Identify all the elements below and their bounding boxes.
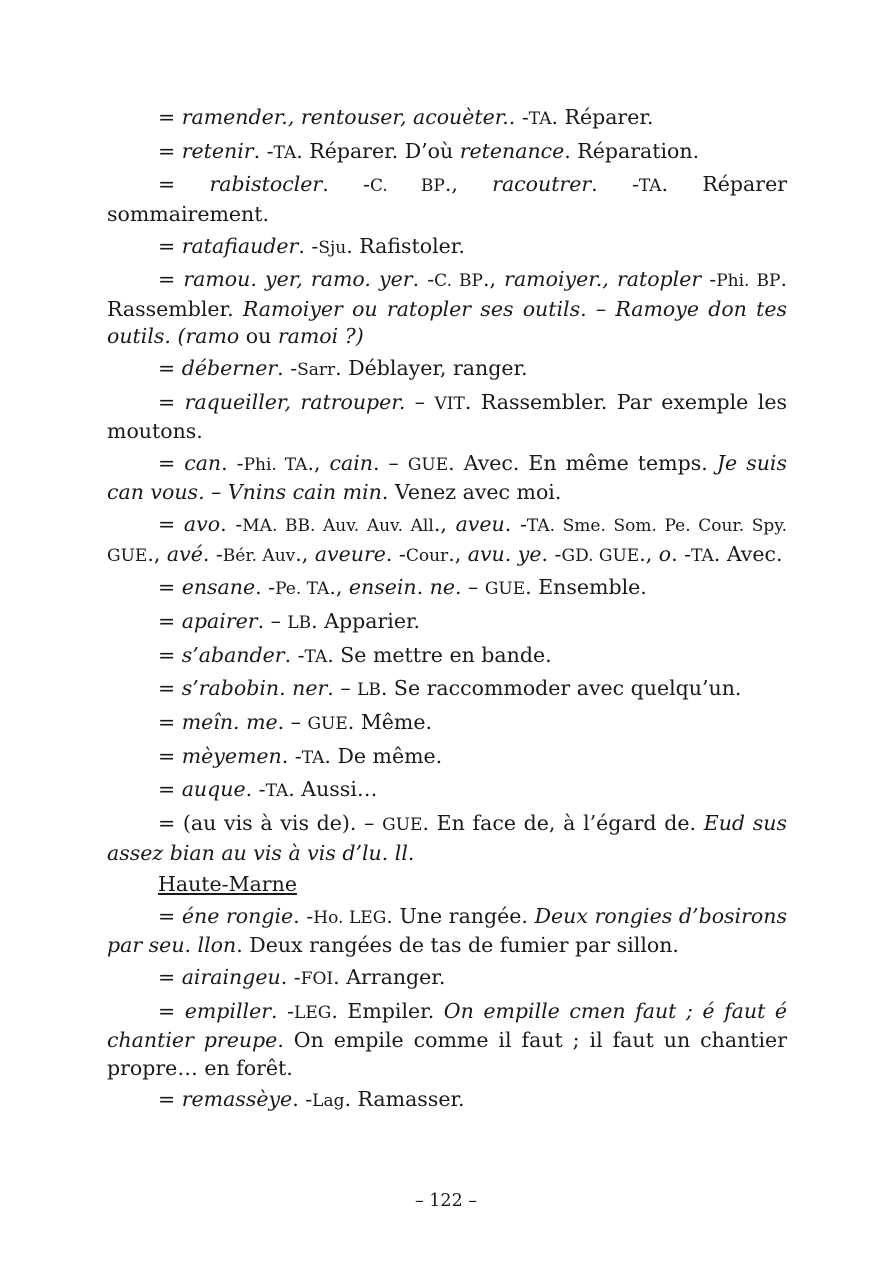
dialect-term: éne rongie xyxy=(181,903,294,928)
dialect-term: On empille cmen faut ; é faut é chantier preupe xyxy=(107,998,788,1053)
entry-text: = xyxy=(158,575,182,600)
entry-text: = xyxy=(158,608,182,633)
entry-text: = xyxy=(158,903,182,928)
entry-text: . Ramasser. xyxy=(344,1087,465,1112)
entry-text: . - xyxy=(591,172,639,197)
dictionary-entry xyxy=(107,903,787,960)
entry-text: ., xyxy=(295,541,315,566)
entry-text: ., xyxy=(448,541,468,566)
entry-text: - xyxy=(515,105,529,129)
dictionary-entry xyxy=(107,709,787,739)
entry-text: = xyxy=(158,172,210,197)
dialect-term: ensein. ne xyxy=(348,575,456,600)
entry-text: = xyxy=(158,998,185,1023)
page-number: – 122 – xyxy=(414,1191,478,1211)
entry-text: ., xyxy=(639,541,659,566)
source-abbreviation: TA xyxy=(691,545,714,566)
dialect-term: aveure xyxy=(314,541,386,566)
dialect-term: Je suis can vous. – Vnins cain min xyxy=(107,450,787,505)
dialect-term: can xyxy=(184,450,222,475)
entry-text: . Se raccommoder avec quelqu’un. xyxy=(380,676,742,701)
entry-text: . – xyxy=(327,676,358,701)
entry-text: - xyxy=(701,267,717,292)
entry-text: . En face de, à l’égard de. xyxy=(422,811,704,835)
entry-text: . Déblayer, ranger. xyxy=(335,355,528,380)
entry-text: . - xyxy=(253,138,274,163)
entry-text: . - xyxy=(280,965,301,990)
document-body xyxy=(107,104,787,1120)
dialect-term: apairer xyxy=(181,608,258,633)
source-abbreviation: TA. Sme. Som. Pe. Cour. Spy. GUE xyxy=(107,516,787,566)
entry-text: . Aussi… xyxy=(288,777,378,802)
entry-text: = xyxy=(158,138,182,163)
source-abbreviation: VIT xyxy=(434,393,465,414)
entry-text: ., xyxy=(147,541,167,566)
dialect-term: avu. ye xyxy=(467,541,542,566)
source-abbreviation: C. BP xyxy=(369,176,445,197)
dictionary-entry xyxy=(107,743,787,773)
source-abbreviation: LB xyxy=(357,680,381,701)
dictionary-entry xyxy=(107,233,787,263)
source-abbreviation: TA xyxy=(638,176,662,197)
dictionary-entry xyxy=(107,642,787,672)
dialect-term: ramoiyer., ratopler xyxy=(504,267,702,292)
source-abbreviation: GUE xyxy=(484,579,526,600)
dialect-term: déberner xyxy=(181,355,278,380)
source-abbreviation: Phi. TA xyxy=(243,454,308,475)
entry-text: . - xyxy=(412,267,435,292)
dialect-term: cain xyxy=(329,450,373,475)
dialect-term: ramoi ?) xyxy=(277,324,364,349)
source-abbreviation: LB xyxy=(287,612,312,633)
dialect-term: retenir xyxy=(181,138,254,163)
source-abbreviation: Cour xyxy=(405,545,449,566)
entry-text: . - xyxy=(255,575,276,600)
entry-text: . - xyxy=(298,233,319,258)
entry-text: . - xyxy=(281,743,302,768)
entry-text: . - xyxy=(671,541,692,566)
dialect-term: rabistocler xyxy=(209,172,323,197)
dictionary-entry xyxy=(107,355,787,385)
source-abbreviation: Pe. TA xyxy=(275,579,330,600)
entry-text: . De même. xyxy=(324,743,443,768)
dialect-term: o xyxy=(658,541,672,566)
entry-text: . - xyxy=(245,777,266,802)
entry-text: . - xyxy=(292,1087,313,1112)
dialect-term: ramou. yer, ramo. yer xyxy=(183,267,413,292)
dialect-term: airaingeu xyxy=(181,965,281,990)
section-heading xyxy=(107,871,787,899)
dialect-term: Ramoiyer ou ratopler ses outils. – Ramoye don tes outils. (ramo xyxy=(107,296,787,349)
entry-text: . Rafistoler. xyxy=(346,233,465,258)
entry-text: . - xyxy=(385,541,406,566)
entry-text: = xyxy=(158,777,182,802)
entry-text: . Venez avec moi. xyxy=(381,480,562,505)
entry-text: ., xyxy=(433,512,456,536)
source-abbreviation: GUE xyxy=(407,454,449,475)
entries-group-haute-marne xyxy=(107,903,787,1116)
dialect-term: retenance xyxy=(459,138,565,163)
source-abbreviation: Ho. LEG xyxy=(313,907,387,928)
source-abbreviation: TA xyxy=(304,646,328,667)
source-abbreviation: Sarr xyxy=(297,359,336,380)
entry-text: = xyxy=(158,389,185,414)
source-abbreviation: FOI xyxy=(300,969,334,990)
dictionary-entry xyxy=(107,138,787,168)
entry-text: = xyxy=(158,267,184,292)
entry-text: = (au vis à vis de). – xyxy=(158,811,383,835)
entry-text: . – xyxy=(277,709,308,734)
entry-text: . – xyxy=(257,608,288,633)
source-abbreviation: C. BP xyxy=(434,271,483,292)
entry-text: = xyxy=(158,233,182,258)
entry-text: . Réparer sommairement. xyxy=(107,172,787,226)
dictionary-entry xyxy=(107,389,787,446)
entry-text: ., xyxy=(307,450,330,475)
dialect-term: Eud sus assez bian au vis à vis d’lu. ll. xyxy=(107,811,787,865)
source-abbreviation: LEG xyxy=(294,1002,332,1023)
entry-text: . Apparier. xyxy=(311,608,421,633)
dialect-term: ramender., rentouser, acouèter.. xyxy=(181,105,516,129)
dialect-term: raqueiller, ratrouper. xyxy=(184,389,406,414)
entry-text: . Rassembler. xyxy=(107,267,787,321)
dialect-term: ratafiauder xyxy=(181,233,299,258)
dialect-term: aveu xyxy=(455,512,505,536)
entry-text: . On empile comme il faut ; il faut un chantier propre… en forêt. xyxy=(107,1028,787,1080)
entry-text: . Avec. xyxy=(713,541,783,566)
entry-text: . Réparer. D’où xyxy=(296,138,460,163)
source-abbreviation: Sju xyxy=(318,237,347,258)
entry-text: . Se mettre en bande. xyxy=(327,642,552,667)
dialect-term: racoutrer xyxy=(492,172,592,197)
entry-text: ou xyxy=(239,324,278,349)
dictionary-entry xyxy=(107,608,787,638)
dictionary-entry xyxy=(107,964,787,994)
dialect-term: avo xyxy=(183,512,221,536)
entry-text: . - xyxy=(293,903,314,928)
dictionary-entry xyxy=(107,1086,787,1116)
entry-text: = xyxy=(158,676,182,701)
entry-text: . Ensemble. xyxy=(525,575,647,600)
source-abbreviation: TA xyxy=(528,109,552,129)
dialect-term: auque xyxy=(181,777,246,802)
entry-text: = xyxy=(158,105,182,129)
source-abbreviation: GD. GUE xyxy=(561,545,640,566)
dictionary-entry xyxy=(107,171,787,228)
entry-text: . Même. xyxy=(347,709,433,734)
dialect-term: meîn. me xyxy=(181,709,278,734)
dictionary-entry xyxy=(107,998,787,1083)
dictionary-entry xyxy=(107,675,787,705)
entry-text: . - xyxy=(271,998,295,1023)
dialect-term: s’rabobin. ner xyxy=(181,676,328,701)
entry-text: . Arranger. xyxy=(333,965,446,990)
entry-text: ., xyxy=(482,267,505,292)
entry-text: = xyxy=(158,355,182,380)
dialect-term: mèyemen xyxy=(181,743,282,768)
source-abbreviation: TA xyxy=(265,781,289,802)
section-title: Haute-Marne xyxy=(158,872,297,897)
dictionary-entry xyxy=(107,450,787,507)
entry-text: ., xyxy=(444,172,493,197)
dialect-term: s’abander xyxy=(181,642,285,667)
dictionary-entry xyxy=(107,511,787,570)
dialect-term: remassèye xyxy=(181,1087,293,1112)
dictionary-entry xyxy=(107,810,787,867)
entry-text: . - xyxy=(322,172,370,197)
entry-text: = xyxy=(158,743,182,768)
entries-group xyxy=(107,104,787,867)
entry-text: . Avec. En même temps. xyxy=(448,450,717,475)
entry-text: . Une rangée. xyxy=(386,903,535,928)
source-abbreviation: TA xyxy=(273,142,297,163)
entry-text: – xyxy=(405,389,435,414)
dictionary-entry xyxy=(107,776,787,806)
entry-text: . Deux rangées de tas de fumier par sillon. xyxy=(236,933,679,958)
entry-text: ., xyxy=(329,575,349,600)
entry-text: . - xyxy=(220,512,243,536)
entry-text: . – xyxy=(455,575,485,600)
source-abbreviation: Bér. Auv xyxy=(222,545,296,566)
source-abbreviation: GUE xyxy=(382,815,423,835)
entry-text: . - xyxy=(221,450,244,475)
dictionary-entry xyxy=(107,574,787,604)
source-abbreviation: TA xyxy=(301,747,325,768)
entry-text: . - xyxy=(202,541,223,566)
entry-text: . Réparer. xyxy=(551,105,654,129)
entry-text: . - xyxy=(504,512,527,536)
dialect-term: avé xyxy=(166,541,203,566)
source-abbreviation: MA. BB. Auv. Auv. All xyxy=(242,516,434,536)
entry-text: = xyxy=(158,512,184,536)
entry-text: . – xyxy=(373,450,408,475)
entry-text: = xyxy=(158,1087,182,1112)
entry-text: . Réparation. xyxy=(564,138,700,163)
dialect-term: empiller xyxy=(184,998,272,1023)
entry-text: . Empiler. xyxy=(331,998,444,1023)
dictionary-entry xyxy=(107,266,787,351)
source-abbreviation: Phi. BP xyxy=(716,271,781,292)
entry-text: . - xyxy=(284,642,305,667)
source-abbreviation: Lag xyxy=(312,1091,345,1112)
entry-text: = xyxy=(158,450,185,475)
entry-text: . - xyxy=(541,541,562,566)
dialect-term: Deux rongies d’bosirons par seu. llon xyxy=(107,903,787,958)
entry-text: = xyxy=(158,965,182,990)
entry-text: . Rassembler. Par exemple les moutons. xyxy=(107,389,787,444)
dialect-term: ensane xyxy=(181,575,256,600)
dictionary-entry xyxy=(107,104,787,134)
entry-text: = xyxy=(158,642,182,667)
entry-text: = xyxy=(158,709,182,734)
source-abbreviation: GUE xyxy=(307,713,348,734)
entry-text: . - xyxy=(277,355,298,380)
